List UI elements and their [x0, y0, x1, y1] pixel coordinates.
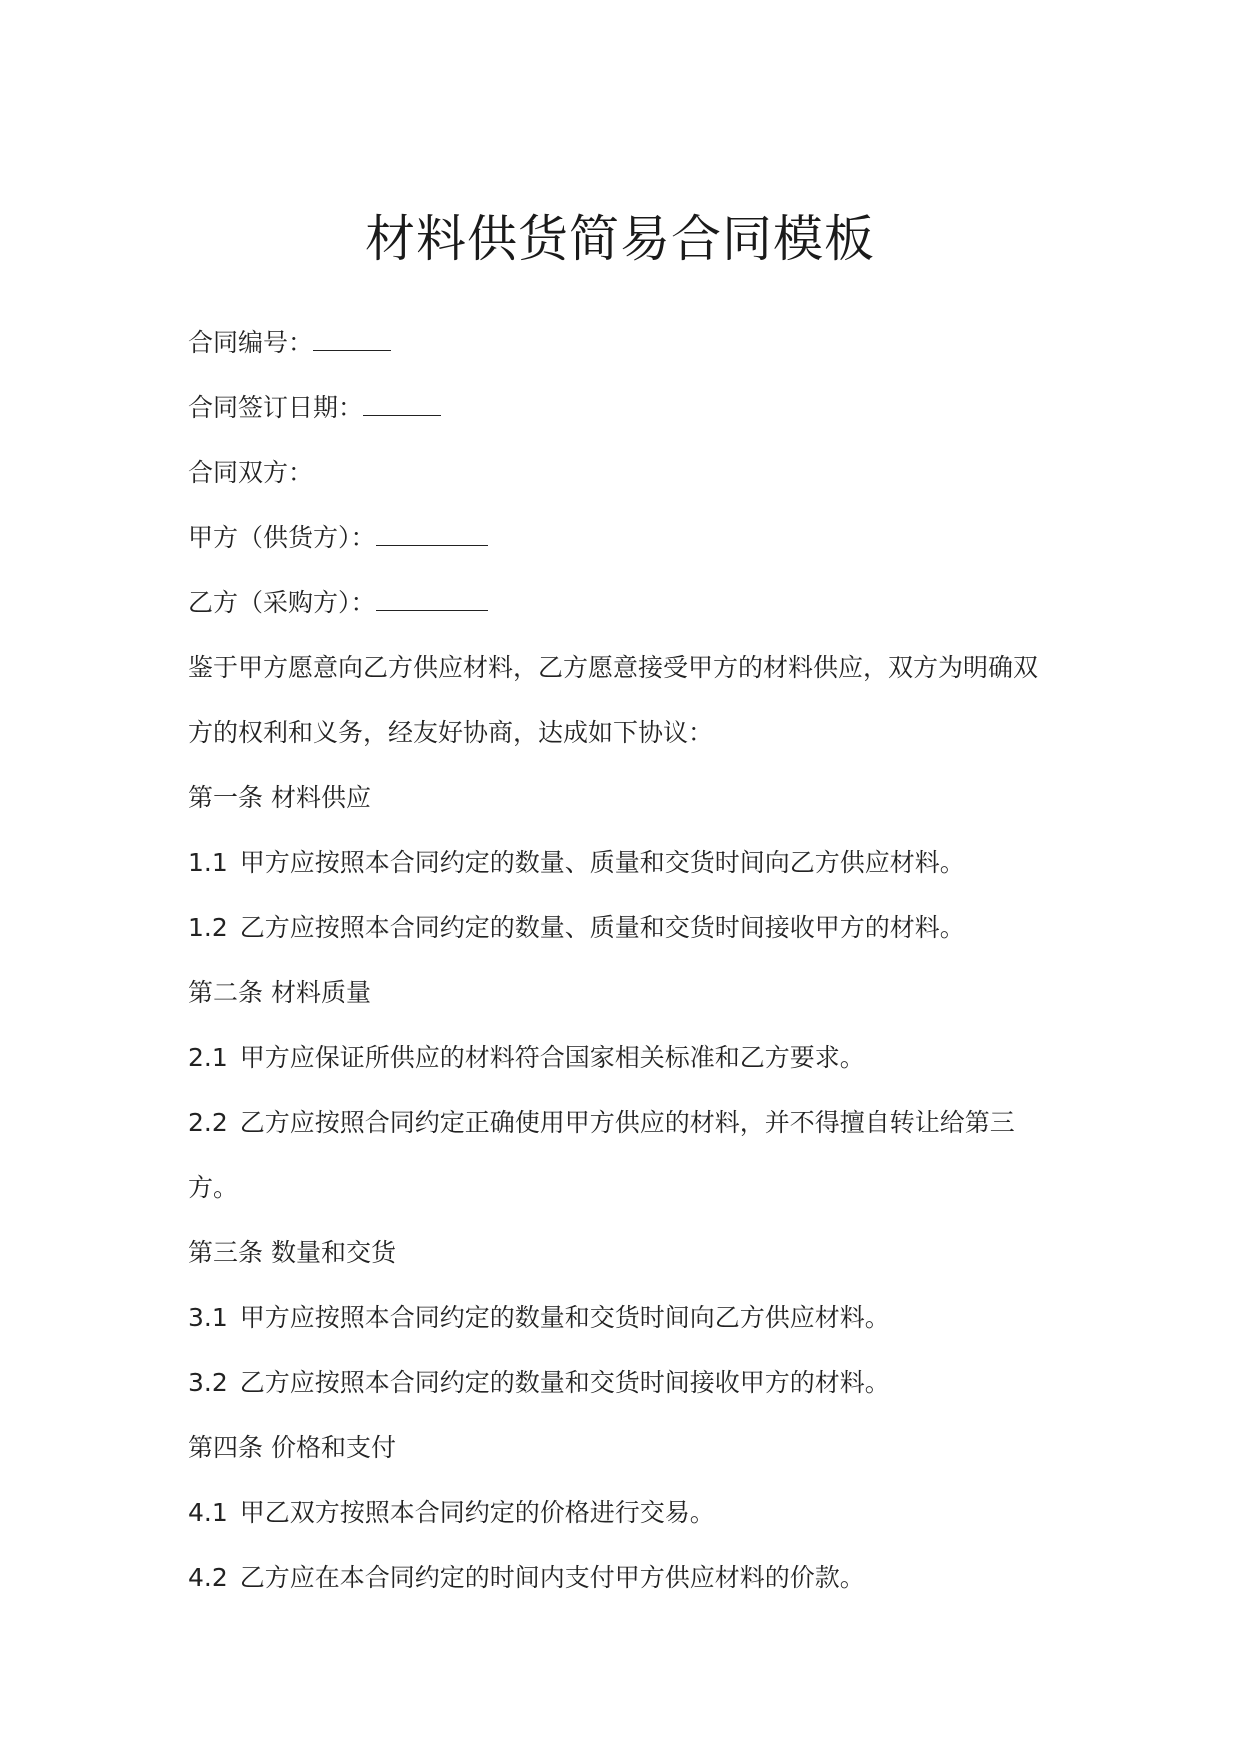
- clause-text: 甲方应按照本合同约定的数量和交货时间向乙方供应材料。: [239, 1303, 890, 1332]
- clause-continuation: 方。: [188, 1173, 239, 1202]
- contract-number-label: 合同编号：: [188, 328, 314, 357]
- parties-label: 合同双方：: [188, 458, 314, 487]
- clause: [188, 1350, 1058, 1415]
- clause: [188, 1090, 1058, 1155]
- party-a-blank: [376, 523, 488, 546]
- clause: [188, 830, 1058, 895]
- clause: [188, 1480, 1058, 1545]
- party-a-line: [188, 505, 1058, 570]
- clause-text: 甲方应保证所供应的材料符合国家相关标准和乙方要求。: [239, 1043, 865, 1072]
- clause-number: 2.2: [188, 1108, 228, 1137]
- clause-number: 1.2: [188, 913, 228, 942]
- party-b-blank: [376, 588, 488, 611]
- article-heading: 第二条 材料质量: [188, 978, 371, 1007]
- party-b-label: 乙方（采购方）：: [188, 588, 376, 617]
- clause-number: 4.1: [188, 1498, 228, 1527]
- clause-text: 乙方应按照本合同约定的数量、质量和交货时间接收甲方的材料。: [239, 913, 965, 942]
- article-heading: 第三条 数量和交货: [188, 1238, 396, 1267]
- party-a-label: 甲方（供货方）：: [188, 523, 376, 552]
- clause: [188, 1025, 1058, 1090]
- clause-number: 3.2: [188, 1368, 228, 1397]
- parties-line: [188, 440, 1058, 505]
- document-body: [188, 310, 1058, 1610]
- clause-text: 乙方应在本合同约定的时间内支付甲方供应材料的价款。: [239, 1563, 865, 1592]
- clause-number: 3.1: [188, 1303, 228, 1332]
- preamble-line-2: 方的权利和义务，经友好协商，达成如下协议：: [188, 718, 714, 747]
- sign-date-blank: [363, 393, 441, 416]
- clause-text: 乙方应按照合同约定正确使用甲方供应的材料，并不得擅自转让给第三: [239, 1108, 1015, 1137]
- contract-number-line: [188, 310, 1058, 375]
- clause-number: 2.1: [188, 1043, 228, 1072]
- document-title: 材料供货简易合同模板: [365, 210, 875, 268]
- clause-text: 甲方应按照本合同约定的数量、质量和交货时间向乙方供应材料。: [239, 848, 965, 877]
- article-heading: 第四条 价格和支付: [188, 1433, 396, 1462]
- party-b-line: [188, 570, 1058, 635]
- clause-text: 乙方应按照本合同约定的数量和交货时间接收甲方的材料。: [239, 1368, 890, 1397]
- article-heading: 第一条 材料供应: [188, 783, 371, 812]
- clause: [188, 1545, 1058, 1610]
- sign-date-label: 合同签订日期：: [188, 393, 364, 422]
- clause-number: 1.1: [188, 848, 228, 877]
- clause: [188, 1285, 1058, 1350]
- contract-number-blank: [313, 328, 391, 351]
- clause-text: 甲乙双方按照本合同约定的价格进行交易。: [239, 1498, 715, 1527]
- clause: [188, 895, 1058, 960]
- preamble-line-1: 鉴于甲方愿意向乙方供应材料，乙方愿意接受甲方的材料供应，双方为明确双: [188, 653, 1039, 682]
- clause-number: 4.2: [188, 1563, 228, 1592]
- sign-date-line: [188, 375, 1058, 440]
